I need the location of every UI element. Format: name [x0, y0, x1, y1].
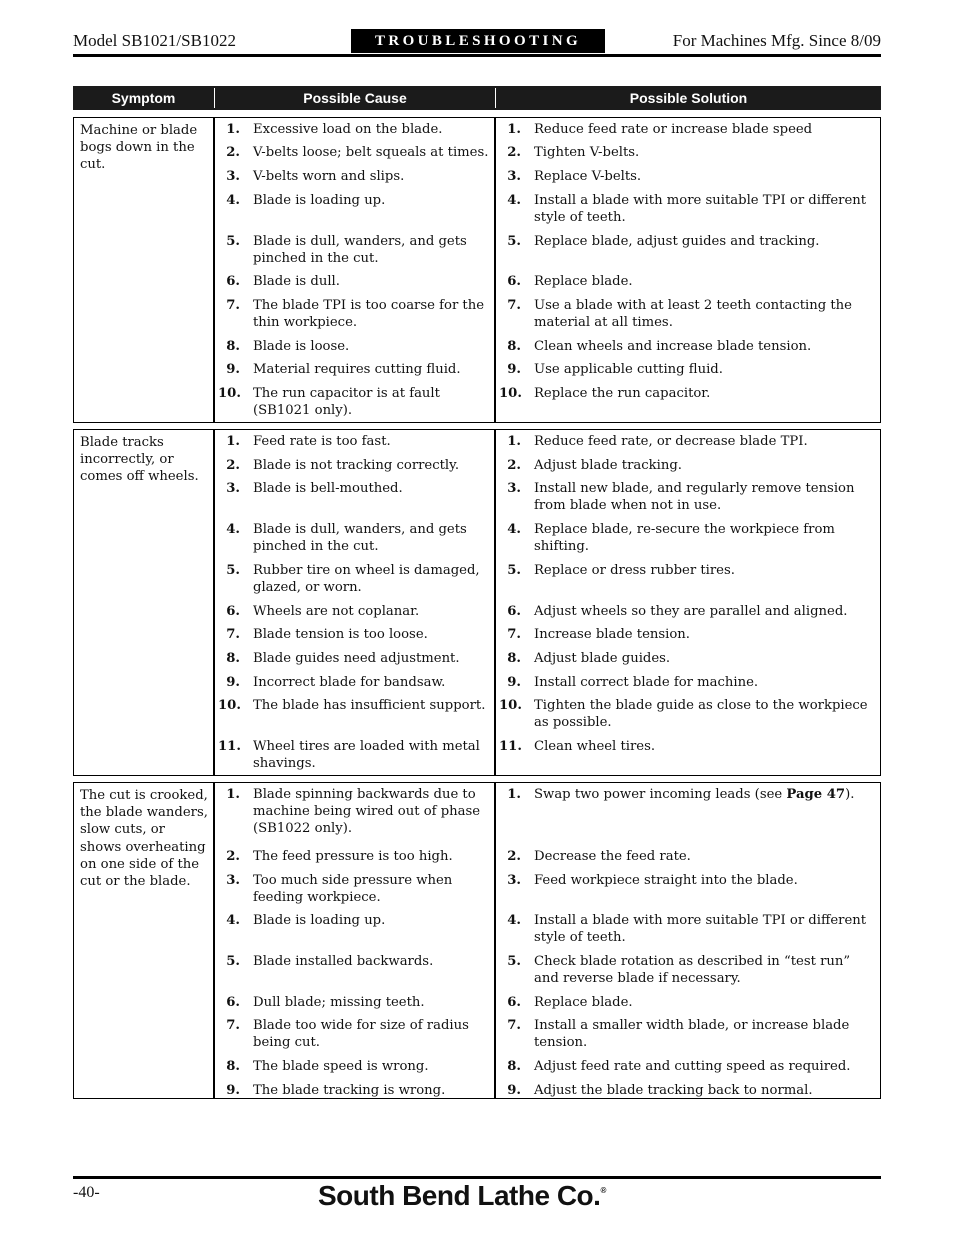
cause-text: Too much side pressure when feeding workpiece.	[253, 873, 453, 906]
cause-number: 1.	[226, 787, 240, 802]
solution-text: Install a smaller width blade, or increase blade tension.	[534, 1018, 850, 1051]
solution-text: Increase blade tension.	[534, 627, 690, 642]
symptom-text: Machine or blade bogs down in the cut.	[80, 123, 198, 173]
cause-text: Blade tension is too loose.	[253, 627, 428, 642]
solution-text: Replace or dress rubber tires.	[534, 563, 735, 578]
solution-number: 1.	[507, 434, 521, 449]
column-symptom: Symptom	[111, 90, 176, 106]
cause-text: The blade TPI is too coarse for the thin workpiece.	[253, 298, 485, 331]
solution-number: 2.	[507, 145, 521, 160]
solution-number: 8.	[507, 339, 521, 354]
solution-text: Swap two power incoming leads (see Page 47).	[534, 787, 855, 802]
solution-number: 3.	[507, 169, 521, 184]
column-solution: Possible Solution	[629, 90, 748, 106]
solution-text: Check blade rotation as described in “test run” and reverse blade if necessary.	[534, 954, 851, 987]
cause-number: 7.	[226, 298, 240, 313]
cause-text: Blade is loading up.	[253, 913, 386, 928]
solution-number: 7.	[507, 627, 521, 642]
cause-number: 4.	[226, 913, 240, 928]
troubleshooting-section	[73, 782, 881, 1099]
solution-text: Replace blade.	[534, 995, 633, 1010]
footer-rule	[73, 1176, 881, 1179]
cause-text: Dull blade; missing teeth.	[253, 995, 425, 1010]
cause-number: 11.	[218, 739, 241, 754]
solution-number: 6.	[507, 604, 521, 619]
cause-number: 2.	[226, 849, 240, 864]
cause-text: The blade has insufficient support.	[253, 698, 486, 713]
solution-number: 7.	[507, 1018, 521, 1033]
cause-number: 5.	[226, 563, 240, 578]
solution-text: Adjust feed rate and cutting speed as required.	[534, 1059, 851, 1074]
cause-number: 5.	[226, 234, 240, 249]
cause-text: Blade too wide for size of radius being cut.	[253, 1018, 469, 1051]
solution-number: 4.	[507, 193, 521, 208]
solution-text: Install a blade with more suitable TPI or different style of teeth.	[534, 913, 867, 946]
solution-text: Replace the run capacitor.	[534, 386, 711, 401]
cause-number: 2.	[226, 145, 240, 160]
solution-text: Adjust blade tracking.	[534, 458, 682, 473]
machines-since-label: For Machines Mfg. Since 8/09	[672, 31, 881, 50]
solution-number: 9.	[507, 675, 521, 690]
troubleshooting-section	[73, 429, 881, 776]
solution-text: Reduce feed rate, or decrease blade TPI.	[534, 434, 808, 449]
cause-text: Blade is not tracking correctly.	[253, 458, 460, 473]
cause-number: 6.	[226, 604, 240, 619]
cause-text: Blade is loose.	[253, 339, 350, 354]
solution-number: 3.	[507, 481, 521, 496]
cause-number: 5.	[226, 954, 240, 969]
cause-text: Excessive load on the blade.	[253, 122, 443, 137]
symptom-text: Blade tracks incorrectly, or comes off wheels.	[80, 435, 199, 485]
cause-number: 2.	[226, 458, 240, 473]
solution-number: 7.	[507, 298, 521, 313]
cause-text: V-belts loose; belt squeals at times.	[253, 145, 489, 160]
cause-text: The feed pressure is too high.	[253, 849, 453, 864]
cause-text: Wheels are not coplanar.	[253, 604, 420, 619]
cause-text: Blade is bell-mouthed.	[253, 481, 403, 496]
solution-number: 10.	[499, 386, 522, 401]
cause-number: 7.	[226, 627, 240, 642]
cause-text: Feed rate is too fast.	[253, 434, 391, 449]
cause-number: 8.	[226, 651, 240, 666]
section-title: TROUBLESHOOTING	[351, 29, 605, 53]
brand-name: South Bend Lathe Co.	[318, 1180, 601, 1211]
cause-text: The blade speed is wrong.	[253, 1059, 429, 1074]
cause-text: Wheel tires are loaded with metal shavings.	[253, 739, 480, 772]
table-column-header	[73, 86, 881, 110]
solution-number: 8.	[507, 651, 521, 666]
solution-text: Install a blade with more suitable TPI or different style of teeth.	[534, 193, 867, 226]
solution-number: 6.	[507, 274, 521, 289]
cause-number: 1.	[226, 434, 240, 449]
solution-text: Replace blade, adjust guides and tracking.	[534, 234, 820, 249]
solution-number: 1.	[507, 787, 521, 802]
solution-number: 3.	[507, 873, 521, 888]
solution-text: Use applicable cutting fluid.	[534, 362, 723, 377]
solution-text: Adjust wheels so they are parallel and aligned.	[534, 604, 848, 619]
cause-text: Rubber tire on wheel is damaged, glazed, or worn.	[253, 563, 480, 596]
column-divider	[213, 118, 215, 422]
solution-number: 1.	[507, 122, 521, 137]
cause-number: 9.	[226, 1083, 240, 1098]
solution-text: Reduce feed rate or increase blade speed	[534, 122, 813, 137]
cause-text: Blade is dull.	[253, 274, 340, 289]
solution-text: Adjust the blade tracking back to normal.	[534, 1083, 813, 1098]
column-cause: Possible Cause	[303, 90, 407, 106]
cause-text: Blade installed backwards.	[253, 954, 434, 969]
page-number: -40-	[73, 1184, 100, 1201]
solution-text: Use a blade with at least 2 teeth contacting the material at all times.	[534, 298, 852, 331]
cause-number: 4.	[226, 522, 240, 537]
solution-text: Adjust blade guides.	[534, 651, 671, 666]
solution-text: Decrease the feed rate.	[534, 849, 691, 864]
cause-text: The blade tracking is wrong.	[253, 1083, 446, 1098]
cause-number: 8.	[226, 339, 240, 354]
cause-number: 10.	[218, 698, 241, 713]
solution-text: Clean wheel tires.	[534, 739, 656, 754]
cause-text: Blade is dull, wanders, and gets pinched in the cut.	[253, 522, 467, 555]
column-divider	[494, 430, 496, 775]
cause-text: The run capacitor is at fault (SB1021 only).	[253, 386, 440, 419]
solution-number: 5.	[507, 954, 521, 969]
solution-text: Clean wheels and increase blade tension.	[534, 339, 812, 354]
cause-text: Blade spinning backwards due to machine being wired out of phase (SB1022 only).	[253, 787, 481, 837]
solution-text: Replace blade, re-secure the workpiece from shifting.	[534, 522, 835, 555]
solution-text: Install correct blade for machine.	[534, 675, 759, 690]
cause-number: 3.	[226, 481, 240, 496]
solution-number: 9.	[507, 1083, 521, 1098]
brand-logo	[318, 1180, 606, 1212]
cause-number: 1.	[226, 122, 240, 137]
solution-number: 6.	[507, 995, 521, 1010]
cause-number: 7.	[226, 1018, 240, 1033]
symptom-text: The cut is crooked, the blade wanders, slow cuts, or shows overheating on one side of the cut or the blade.	[80, 788, 208, 890]
cause-text: Material requires cutting fluid.	[253, 362, 461, 377]
column-divider	[494, 783, 496, 1098]
column-divider	[213, 783, 215, 1098]
troubleshooting-section	[73, 117, 881, 423]
column-divider	[494, 118, 496, 422]
solution-number: 9.	[507, 362, 521, 377]
cause-text: Blade guides need adjustment.	[253, 651, 460, 666]
column-divider	[213, 430, 215, 775]
cause-number: 4.	[226, 193, 240, 208]
model-label: Model SB1021/SB1022	[73, 31, 236, 50]
solution-text: Tighten the blade guide as close to the workpiece as possible.	[534, 698, 868, 731]
solution-number: 5.	[507, 234, 521, 249]
registered-mark: ®	[600, 1186, 606, 1195]
solution-text: Replace blade.	[534, 274, 633, 289]
cause-text: Incorrect blade for bandsaw.	[253, 675, 446, 690]
cause-number: 9.	[226, 362, 240, 377]
cause-number: 6.	[226, 274, 240, 289]
cause-text: V-belts worn and slips.	[253, 169, 405, 184]
header-rule	[73, 54, 881, 57]
cause-number: 10.	[218, 386, 241, 401]
solution-number: 8.	[507, 1059, 521, 1074]
solution-text: Replace V-belts.	[534, 169, 642, 184]
solution-number: 2.	[507, 458, 521, 473]
solution-number: 5.	[507, 563, 521, 578]
solution-text: Tighten V-belts.	[534, 145, 640, 160]
cause-number: 6.	[226, 995, 240, 1010]
solution-number: 11.	[499, 739, 522, 754]
cause-number: 8.	[226, 1059, 240, 1074]
cause-text: Blade is loading up.	[253, 193, 386, 208]
solution-number: 4.	[507, 913, 521, 928]
solution-text: Feed workpiece straight into the blade.	[534, 873, 798, 888]
page-header	[73, 27, 881, 55]
solution-number: 2.	[507, 849, 521, 864]
cause-number: 9.	[226, 675, 240, 690]
solution-text: Install new blade, and regularly remove tension from blade when not in use.	[534, 481, 855, 514]
solution-number: 10.	[499, 698, 522, 713]
solution-number: 4.	[507, 522, 521, 537]
cause-number: 3.	[226, 169, 240, 184]
cause-text: Blade is dull, wanders, and gets pinched in the cut.	[253, 234, 467, 267]
cause-number: 3.	[226, 873, 240, 888]
